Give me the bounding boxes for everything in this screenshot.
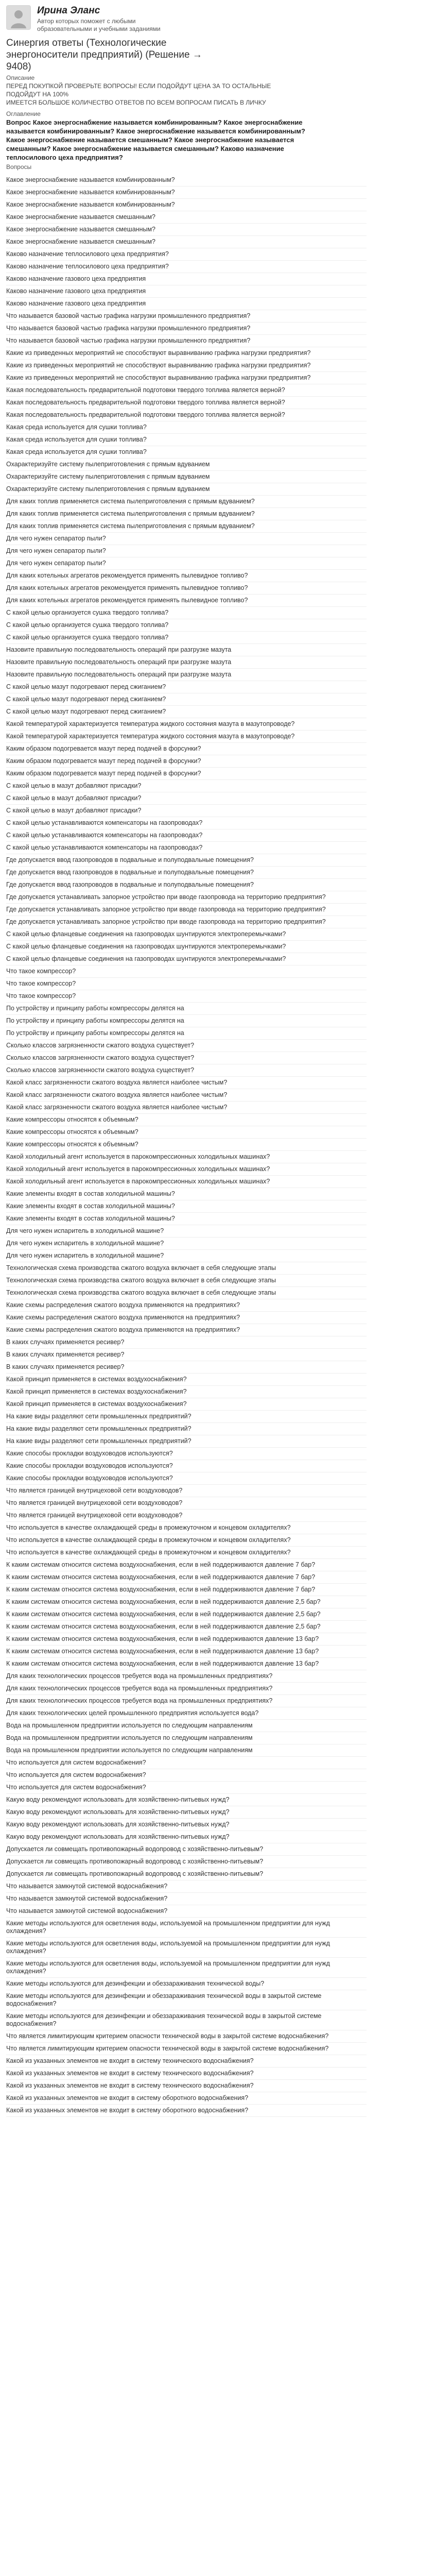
- question-item: Какой класс загрязненности сжатого воздуха является наиболее чистым?: [6, 1077, 367, 1089]
- question-item: Что используется для систем водоснабжения?: [6, 1769, 367, 1782]
- question-item: Какое энергоснабжение называется комбинированным?: [6, 174, 367, 187]
- question-item: Какие методы используются для осветления воды, используемой на промышленном предприятии для нужд охлаждения?: [6, 1918, 367, 1938]
- question-item: С какой целью в мазут добавляют присадки?: [6, 792, 367, 805]
- avatar-silhouette-icon: [7, 6, 30, 29]
- question-item: Где допускается ввод газопроводов в подвальные и полуподвальные помещения?: [6, 854, 367, 867]
- question-item: К каким системам относится система воздухоснабжения, если в ней поддерживаются давление 2,5 бар?: [6, 1596, 367, 1608]
- question-item: Для каких технологических процессов требуется вода на промышленных предприятиях?: [6, 1670, 367, 1683]
- question-item: С какой целью фланцевые соединения на газопроводах шунтируются электроперемычками?: [6, 953, 367, 965]
- person-avatar-icon[interactable]: [6, 5, 31, 30]
- question-item: Где допускается устанавливать запорное устройство при вводе газопровода на территорию предприятия?: [6, 904, 367, 916]
- question-item: С какой целью в мазут добавляют присадки?: [6, 780, 367, 792]
- question-item: Какой из указанных элементов не входит в систему оборотного водоснабжения?: [6, 2105, 367, 2117]
- question-item: Какие элементы входят в состав холодильной машины?: [6, 1213, 367, 1225]
- question-item: Для чего нужен испаритель в холодильной машине?: [6, 1238, 367, 1250]
- question-item: Какая среда используется для сушки топлива?: [6, 434, 367, 446]
- question-item: На какие виды разделяют сети промышленных предприятий?: [6, 1435, 367, 1448]
- question-item: Для каких технологических целей промышленного предприятия используется вода?: [6, 1707, 367, 1720]
- question-item: Что называется базовой частью графика нагрузки промышленного предприятия?: [6, 335, 367, 347]
- question-item: Какой класс загрязненности сжатого воздуха является наиболее чистым?: [6, 1089, 367, 1101]
- question-item: Какие из приведенных мероприятий не способствуют выравниванию графика нагрузки предприятия?: [6, 360, 367, 372]
- question-item: Что используется в качестве охлаждающей среды в промежуточном и концевом охладителях?: [6, 1547, 367, 1559]
- question-item: Охарактеризуйте систему пылеприготовления с прямым вдуванием: [6, 483, 367, 496]
- question-item: По устройству и принципу работы компрессоры делятся на: [6, 1015, 367, 1027]
- question-item: Что используется в качестве охлаждающей среды в промежуточном и концевом охладителях?: [6, 1522, 367, 1534]
- question-item: С какой целью устанавливаются компенсаторы на газопроводах?: [6, 829, 367, 842]
- question-item: С какой целью устанавливаются компенсаторы на газопроводах?: [6, 817, 367, 829]
- question-item: Какой принцип применяется в системах воздухоснабжения?: [6, 1374, 367, 1386]
- question-item: Какой класс загрязненности сжатого воздуха является наиболее чистым?: [6, 1101, 367, 1114]
- question-item: Какую воду рекомендуют использовать для хозяйственно-питьевых нужд?: [6, 1806, 367, 1819]
- question-item: Назовите правильную последовательность операций при разгрузке мазута: [6, 669, 367, 681]
- question-item: Какую воду рекомендуют использовать для хозяйственно-питьевых нужд?: [6, 1831, 367, 1843]
- question-item: Что называется замкнутой системой водоснабжения?: [6, 1880, 367, 1893]
- question-item: Охарактеризуйте систему пылеприготовления с прямым вдуванием: [6, 459, 367, 471]
- question-item: Где допускается ввод газопроводов в подвальные и полуподвальные помещения?: [6, 867, 367, 879]
- toc-section: [6, 110, 430, 171]
- question-item: Какой принцип применяется в системах воздухоснабжения?: [6, 1398, 367, 1411]
- question-item: Какие способы прокладки воздуховодов используются?: [6, 1472, 367, 1485]
- question-item: К каким системам относится система воздухоснабжения, если в ней поддерживаются давление 7 бар?: [6, 1584, 367, 1596]
- description-label: Описание: [6, 74, 35, 81]
- author-header: [0, 0, 436, 36]
- question-item: Технологическая схема производства сжатого воздуха включает в себя следующие этапы: [6, 1275, 367, 1287]
- question-item: С какой целью фланцевые соединения на газопроводах шунтируются электроперемычками?: [6, 928, 367, 941]
- question-item: С какой целью устанавливаются компенсаторы на газопроводах?: [6, 842, 367, 854]
- question-item: Какие схемы распределения сжатого воздуха применяются на предприятиях?: [6, 1312, 367, 1324]
- question-item: Какой холодильный агент используется в парокомпрессионных холодильных машинах?: [6, 1151, 367, 1163]
- question-item: Какое энергоснабжение называется комбинированным?: [6, 187, 367, 199]
- description-line: ПЕРЕД ПОКУПКОЙ ПРОВЕРЬТЕ ВОПРОСЫ! ЕСЛИ ПОДОЙДУТ ЦЕНА ЗА ТО ОСТАЛЬНЫЕ ПОДОЙДУТ НА 100%: [6, 82, 271, 98]
- question-item: К каким системам относится система воздухоснабжения, если в ней поддерживаются давление 13 бар?: [6, 1658, 367, 1670]
- question-item: По устройству и принципу работы компрессоры делятся на: [6, 1003, 367, 1015]
- question-item: Какие элементы входят в состав холодильной машины?: [6, 1200, 367, 1213]
- question-item: Какие элементы входят в состав холодильной машины?: [6, 1188, 367, 1200]
- question-item: Что используется для систем водоснабжения?: [6, 1757, 367, 1769]
- question-item: Где допускается ввод газопроводов в подвальные и полуподвальные помещения?: [6, 879, 367, 891]
- question-item: К каким системам относится система воздухоснабжения, если в ней поддерживаются давление 2,5 бар?: [6, 1621, 367, 1633]
- question-item: Какой холодильный агент используется в парокомпрессионных холодильных машинах?: [6, 1176, 367, 1188]
- question-item: К каким системам относится система воздухоснабжения, если в ней поддерживаются давление 7 бар?: [6, 1571, 367, 1584]
- question-item: Какие из приведенных мероприятий не способствуют выравниванию графика нагрузки предприятия?: [6, 347, 367, 360]
- question-item: К каким системам относится система воздухоснабжения, если в ней поддерживаются давление 7 бар?: [6, 1559, 367, 1571]
- question-item: Какой из указанных элементов не входит в систему технического водоснабжения?: [6, 2080, 367, 2092]
- question-item: С какой целью организуется сушка твердого топлива?: [6, 607, 367, 619]
- question-item: Какое энергоснабжение называется смешанным?: [6, 236, 367, 248]
- question-item: Для каких котельных агрегатов рекомендуется применять пылевидное топливо?: [6, 595, 367, 607]
- question-item: Какие методы используются для дезинфекции и обеззараживания технической воды в закрытой системе водоснабжения?: [6, 2010, 367, 2030]
- question-item: Каким образом подогревается мазут перед подачей в форсунки?: [6, 743, 367, 755]
- question-item: Какая среда используется для сушки топлива?: [6, 421, 367, 434]
- question-item: Какие схемы распределения сжатого воздуха применяются на предприятиях?: [6, 1324, 367, 1336]
- question-item: С какой целью мазут подогревают перед сжиганием?: [6, 693, 367, 706]
- question-item: Какой температурой характеризуется температура жидкого состояния мазута в мазутопроводе?: [6, 731, 367, 743]
- question-item: С какой целью организуется сушка твердого топлива?: [6, 632, 367, 644]
- question-item: Что называется базовой частью графика нагрузки промышленного предприятия?: [6, 310, 367, 323]
- question-item: Что используется для систем водоснабжения?: [6, 1782, 367, 1794]
- question-item: С какой целью фланцевые соединения на газопроводах шунтируются электроперемычками?: [6, 941, 367, 953]
- question-item: Каково назначение газового цеха предприятия: [6, 298, 367, 310]
- question-item: Допускается ли совмещать противопожарный водопровод с хозяйственно-питьевым?: [6, 1868, 367, 1880]
- question-item: На какие виды разделяют сети промышленных предприятий?: [6, 1423, 367, 1435]
- question-item: В каких случаях применяется ресивер?: [6, 1361, 367, 1374]
- question-item: Для каких технологических процессов требуется вода на промышленных предприятиях?: [6, 1695, 367, 1707]
- question-item: Какая среда используется для сушки топлива?: [6, 446, 367, 459]
- question-item: Каково назначение теплосилового цеха предприятия?: [6, 261, 367, 273]
- question-item: Какие методы используются для осветления воды, используемой на промышленном предприятии для нужд охлаждения?: [6, 1938, 367, 1958]
- question-item: Какая последовательность предварительной подготовки твердого топлива является верной?: [6, 397, 367, 409]
- question-item: Для чего нужен сепаратор пыли?: [6, 533, 367, 545]
- question-item: Какие методы используются для дезинфекции и обеззараживания технической воды в закрытой системе водоснабжения?: [6, 1990, 367, 2010]
- question-item: Что является лимитирующим критерием опасности технической воды в закрытой системе водоснабжения?: [6, 2043, 367, 2055]
- question-item: Назовите правильную последовательность операций при разгрузке мазута: [6, 644, 367, 656]
- question-item: Вода на промышленном предприятии используется по следующим направлениям: [6, 1732, 367, 1744]
- question-item: Технологическая схема производства сжатого воздуха включает в себя следующие этапы: [6, 1262, 367, 1275]
- question-item: С какой целью в мазут добавляют присадки?: [6, 805, 367, 817]
- question-item: Какой из указанных элементов не входит в систему технического водоснабжения?: [6, 2067, 367, 2080]
- question-item: Сколько классов загрязненности сжатого воздуха существует?: [6, 1040, 367, 1052]
- question-item: Что такое компрессор?: [6, 965, 367, 978]
- author-info: [37, 5, 171, 33]
- question-list: [6, 174, 430, 2117]
- question-item: Какой из указанных элементов не входит в систему технического водоснабжения?: [6, 2055, 367, 2067]
- question-item: Что является границей внутрицеховой сети воздуховодов?: [6, 1497, 367, 1510]
- question-item: Что называется замкнутой системой водоснабжения?: [6, 1893, 367, 1905]
- question-item: Что такое компрессор?: [6, 978, 367, 990]
- question-item: С какой целью мазут подогревают перед сжиганием?: [6, 681, 367, 693]
- question-item: Что называется базовой частью графика нагрузки промышленного предприятия?: [6, 323, 367, 335]
- question-item: Какое энергоснабжение называется комбинированным?: [6, 199, 367, 211]
- author-description: Автор которых поможет с любыми образовательными и учебными заданиями: [37, 18, 161, 32]
- question-item: Какой температурой характеризуется температура жидкого состояния мазута в мазутопроводе?: [6, 718, 367, 731]
- question-item: К каким системам относится система воздухоснабжения, если в ней поддерживаются давление 13 бар?: [6, 1646, 367, 1658]
- question-item: Сколько классов загрязненности сжатого воздуха существует?: [6, 1052, 367, 1064]
- question-item: Вода на промышленном предприятии используется по следующим направлениям: [6, 1720, 367, 1732]
- question-item: К каким системам относится система воздухоснабжения, если в ней поддерживаются давление 13 бар?: [6, 1633, 367, 1646]
- question-item: Для каких котельных агрегатов рекомендуется применять пылевидное топливо?: [6, 570, 367, 582]
- question-item: Какие схемы распределения сжатого воздуха применяются на предприятиях?: [6, 1299, 367, 1312]
- question-item: Что используется в качестве охлаждающей среды в промежуточном и концевом охладителях?: [6, 1534, 367, 1547]
- question-item: Что является лимитирующим критерием опасности технической воды в закрытой системе водоснабжения?: [6, 2030, 367, 2043]
- question-item: Для каких топлив применяется система пылеприготовления с прямым вдуванием?: [6, 496, 367, 508]
- question-item: Каково назначение газового цеха предприятия: [6, 285, 367, 298]
- question-item: Какие методы используются для осветления воды, используемой на промышленном предприятии для нужд охлаждения?: [6, 1958, 367, 1978]
- question-item: Какие компрессоры относятся к объемным?: [6, 1139, 367, 1151]
- question-item: Что такое компрессор?: [6, 990, 367, 1003]
- question-item: В каких случаях применяется ресивер?: [6, 1349, 367, 1361]
- question-item: Какие компрессоры относятся к объемным?: [6, 1114, 367, 1126]
- question-item: Что называется замкнутой системой водоснабжения?: [6, 1905, 367, 1918]
- question-item: Где допускается устанавливать запорное устройство при вводе газопровода на территорию предприятия?: [6, 891, 367, 904]
- question-item: Для каких котельных агрегатов рекомендуется применять пылевидное топливо?: [6, 582, 367, 595]
- question-item: Что является границей внутрицеховой сети воздуховодов?: [6, 1510, 367, 1522]
- toc-bold-text: Вопрос Какое энергоснабжение называется комбинированным? Какое энергоснабжение называется комбинированным? Какое энергоснабжение называется комбинированным? Какое энергоснабжение называется смешанным? Какое энергоснабжение называется смешанным? Какое энергоснабжение называется смешанным? Каково назначение теплосилового цеха предприятия?: [6, 118, 305, 161]
- question-item: Допускается ли совмещать противопожарный водопровод с хозяйственно-питьевым?: [6, 1843, 367, 1856]
- question-item: Какой принцип применяется в системах воздухоснабжения?: [6, 1386, 367, 1398]
- question-item: Какие способы прокладки воздуховодов используются?: [6, 1448, 367, 1460]
- question-item: На какие виды разделяют сети промышленных предприятий?: [6, 1411, 367, 1423]
- question-item: Какую воду рекомендуют использовать для хозяйственно-питьевых нужд?: [6, 1819, 367, 1831]
- question-item: Технологическая схема производства сжатого воздуха включает в себя следующие этапы: [6, 1287, 367, 1299]
- question-item: Для каких топлив применяется система пылеприготовления с прямым вдуванием?: [6, 508, 367, 520]
- toc-label: Оглавление: [6, 110, 41, 117]
- description-line: ИМЕЕТСЯ БОЛЬШОЕ КОЛИЧЕСТВО ОТВЕТОВ ПО ВСЕМ ВОПРОСАМ ПИСАТЬ В ЛИЧКУ: [6, 99, 266, 106]
- question-item: В каких случаях применяется ресивер?: [6, 1336, 367, 1349]
- question-item: Какая последовательность предварительной подготовки твердого топлива является верной?: [6, 384, 367, 397]
- question-item: Какие из приведенных мероприятий не способствуют выравниванию графика нагрузки предприятия?: [6, 372, 367, 384]
- question-item: Вода на промышленном предприятии используется по следующим направлениям: [6, 1744, 367, 1757]
- question-item: Какая последовательность предварительной подготовки твердого топлива является верной?: [6, 409, 367, 421]
- document-title: Синергия ответы (Технологические энергоносители предприятий) (Решение → 9408): [6, 38, 202, 72]
- question-item: Каким образом подогревается мазут перед подачей в форсунки?: [6, 755, 367, 768]
- question-item: Назовите правильную последовательность операций при разгрузке мазута: [6, 656, 367, 669]
- question-item: Какое энергоснабжение называется смешанным?: [6, 211, 367, 224]
- question-item: Сколько классов загрязненности сжатого воздуха существует?: [6, 1064, 367, 1077]
- question-item: По устройству и принципу работы компрессоры делятся на: [6, 1027, 367, 1040]
- question-item: Какой из указанных элементов не входит в систему оборотного водоснабжения?: [6, 2092, 367, 2105]
- questions-label: Вопросы: [6, 163, 32, 171]
- question-item: Для чего нужен испаритель в холодильной машине?: [6, 1250, 367, 1262]
- question-item: Какой холодильный агент используется в парокомпрессионных холодильных машинах?: [6, 1163, 367, 1176]
- question-item: Какое энергоснабжение называется смешанным?: [6, 224, 367, 236]
- question-item: Для каких технологических процессов требуется вода на промышленных предприятиях?: [6, 1683, 367, 1695]
- question-item: Какие способы прокладки воздуховодов используются?: [6, 1460, 367, 1472]
- question-item: К каким системам относится система воздухоснабжения, если в ней поддерживаются давление 2,5 бар?: [6, 1608, 367, 1621]
- question-item: Допускается ли совмещать противопожарный водопровод с хозяйственно-питьевым?: [6, 1856, 367, 1868]
- question-item: Где допускается устанавливать запорное устройство при вводе газопровода на территорию предприятия?: [6, 916, 367, 928]
- question-item: Для чего нужен сепаратор пыли?: [6, 545, 367, 557]
- question-item: Какую воду рекомендуют использовать для хозяйственно-питьевых нужд?: [6, 1794, 367, 1806]
- question-item: Какие методы используются для дезинфекции и обеззараживания технической воды?: [6, 1978, 367, 1990]
- description-section: [6, 74, 430, 107]
- question-item: Для чего нужен сепаратор пыли?: [6, 557, 367, 570]
- question-item: Каково назначение теплосилового цеха предприятия?: [6, 248, 367, 261]
- question-item: Что является границей внутрицеховой сети воздуховодов?: [6, 1485, 367, 1497]
- question-item: С какой целью организуется сушка твердого топлива?: [6, 619, 367, 632]
- question-item: Каково назначение газового цеха предприятия: [6, 273, 367, 285]
- author-name[interactable]: Ирина Эланс: [37, 5, 100, 16]
- question-item: Каким образом подогревается мазут перед подачей в форсунки?: [6, 768, 367, 780]
- question-item: Для каких топлив применяется система пылеприготовления с прямым вдуванием?: [6, 520, 367, 533]
- question-item: Охарактеризуйте систему пылеприготовления с прямым вдуванием: [6, 471, 367, 483]
- question-item: С какой целью мазут подогревают перед сжиганием?: [6, 706, 367, 718]
- question-item: Какие компрессоры относятся к объемным?: [6, 1126, 367, 1139]
- question-item: Для чего нужен испаритель в холодильной машине?: [6, 1225, 367, 1238]
